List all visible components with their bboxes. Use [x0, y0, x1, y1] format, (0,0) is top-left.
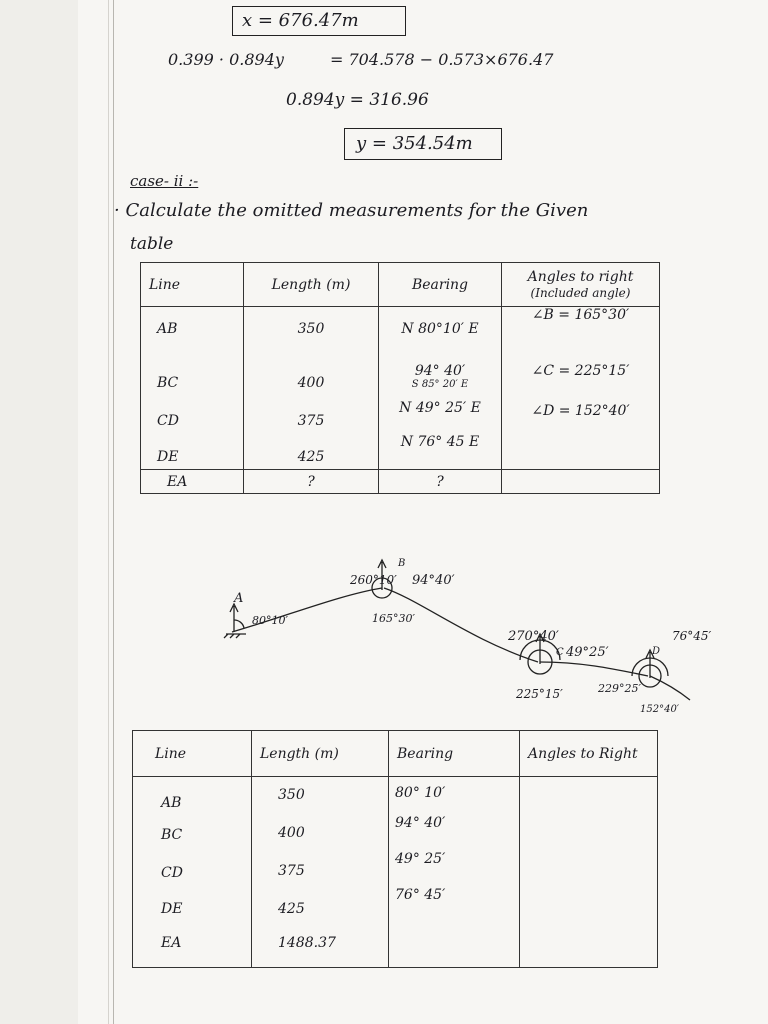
label-d: D	[652, 646, 661, 657]
angle-d-top: 76°45′	[672, 629, 712, 643]
line-cell: CD	[157, 413, 179, 429]
line-cell: EA	[161, 935, 182, 951]
length-cell: ?	[244, 470, 379, 494]
bearing-cell: 80° 10′	[395, 785, 446, 801]
angle-cell: ∠D = 152°40′	[531, 403, 630, 419]
length-cell: 350	[297, 321, 325, 337]
header-line: Line	[141, 263, 244, 307]
angle-d-bottom: 152°40′	[640, 704, 680, 715]
angle-b-right: 94°40′	[412, 573, 455, 588]
case-label: case- ii :-	[130, 172, 199, 190]
label-b: B	[398, 558, 406, 569]
header-angles: Angles to Right	[520, 731, 658, 777]
line-cell: BC	[157, 375, 179, 391]
bearing-cell: 94° 40′	[414, 363, 466, 379]
header-bearing: Bearing	[389, 731, 520, 777]
length-cell: 375	[297, 413, 325, 429]
table-header-row	[133, 731, 658, 777]
bearing-cell: 49° 25′	[395, 851, 446, 867]
bearing-cell: 76° 45′	[395, 887, 446, 903]
header-length: Length (m)	[244, 263, 379, 307]
line-bc	[384, 588, 538, 662]
angle-c-top: 270°40′	[508, 629, 559, 644]
angle-d-left: 229°25′	[598, 682, 641, 695]
line-cell: CD	[161, 865, 183, 881]
line-cell: BC	[161, 827, 183, 843]
x-result: x = 676.47m	[242, 10, 359, 31]
line-cell: EA	[141, 470, 244, 494]
length-cell: 1488.37	[278, 935, 336, 951]
instruction-line-2: table	[130, 234, 174, 254]
line-column	[133, 777, 252, 968]
header-angles-sub: (Included angle)	[530, 285, 631, 300]
header-length: Length (m)	[252, 731, 389, 777]
label-c: C	[556, 647, 564, 658]
instruction-line-1: · Calculate the omitted measurements for the Given	[114, 200, 589, 221]
bearing-column	[389, 777, 520, 968]
angle-cell: ∠B = 165°30′	[531, 307, 630, 323]
line-cell: DE	[161, 901, 183, 917]
bearing-cell: N 80°10′ E	[401, 321, 479, 337]
equation-1-right: = 704.578 − 0.573×676.47	[330, 50, 554, 69]
bearing-subnote: S 85° 20′ E	[411, 379, 469, 390]
bearing-cell: N 76° 45 E	[400, 434, 480, 450]
north-arrow-a	[230, 604, 238, 632]
length-cell: 400	[278, 825, 305, 841]
equation-2: 0.894y = 316.96	[286, 90, 429, 110]
line-cell: AB	[157, 321, 178, 337]
length-cell: 400	[297, 375, 325, 391]
bearing-cell: N 49° 25′ E	[399, 400, 481, 416]
line-cell: AB	[161, 795, 182, 811]
line-de	[650, 676, 690, 700]
length-cell: 375	[278, 863, 305, 879]
angle-a: 80°10′	[252, 614, 288, 627]
equation-1-left: 0.399 · 0.894y	[168, 50, 284, 69]
angle-c-bottom: 225°15′	[516, 687, 563, 701]
angle-cell: ∠C = 225°15′	[531, 363, 630, 379]
length-cell: 425	[297, 449, 325, 465]
ground-hatch	[224, 634, 246, 638]
angle-arc-a	[234, 620, 244, 628]
length-cell: 425	[278, 901, 305, 917]
line-cell: DE	[157, 449, 179, 465]
length-cell: 350	[278, 787, 305, 803]
bearing-cell: 94° 40′	[395, 815, 446, 831]
header-line: Line	[133, 731, 252, 777]
angle-b-bottom: 165°30′	[372, 612, 415, 625]
label-a: A	[234, 591, 244, 606]
bearing-cell: ?	[379, 470, 502, 494]
angle-c-right: 49°25′	[566, 645, 609, 660]
header-bearing: Bearing	[379, 263, 502, 307]
angle-b-top: 260°10′	[350, 573, 397, 587]
table-body-row	[133, 777, 658, 968]
y-result: y = 354.54m	[356, 133, 473, 154]
angle-column	[520, 777, 658, 968]
header-angles-main: Angles to right	[527, 268, 634, 285]
result-table	[132, 730, 658, 968]
length-column	[252, 777, 389, 968]
